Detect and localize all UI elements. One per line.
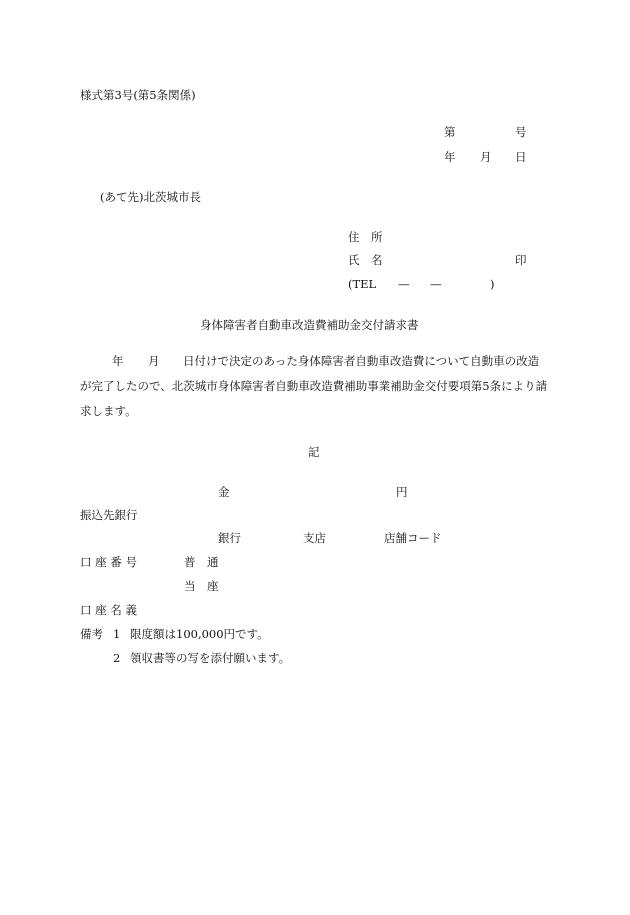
- bank-label: 振込先銀行: [80, 508, 138, 522]
- name-label: 氏 名: [348, 253, 383, 267]
- bank-tenpo-code: 店舗コード: [384, 531, 442, 545]
- header-tsuki: 月: [480, 150, 492, 164]
- tel-dash-1: —: [398, 277, 410, 291]
- header-go: 号: [515, 125, 527, 139]
- body-line-3: 求します。: [80, 404, 137, 418]
- header-dai: 第: [444, 125, 456, 139]
- bank-shiten: 支店: [303, 531, 326, 545]
- body-line-2: が完了したので、北茨城市身体障害者自動車改造費補助事業補助金交付要項第5条により請: [80, 379, 548, 393]
- amount-kin: 金: [218, 485, 230, 499]
- body-nen: 年: [112, 354, 124, 368]
- account-futsu: 普 通: [184, 555, 219, 569]
- body-paragraph: [80, 349, 550, 424]
- amount-yen: 円: [396, 485, 408, 499]
- seal-mark: 印: [515, 253, 527, 267]
- remark-1-text: 限度額は100,000円です。: [130, 627, 269, 641]
- account-toza: 当 座: [184, 579, 219, 593]
- tel-dash-2: —: [430, 277, 442, 291]
- body-tsuki: 月: [148, 354, 160, 368]
- remark-2-text: 領収書等の写を添付願います。: [130, 651, 291, 665]
- remark-1-no: 1: [113, 627, 121, 641]
- bank-ginko: 銀行: [218, 531, 241, 545]
- account-number-label: 口 座 番 号: [80, 555, 137, 569]
- body-line-1: 日付けで決定のあった身体障害者自動車改造費について自動車の改造: [183, 354, 540, 368]
- addressee: (あて先)北茨城市長: [100, 190, 201, 204]
- ki-heading: 記: [308, 445, 320, 459]
- tel-open: (TEL: [348, 277, 377, 291]
- account-name-label: 口 座 名 義: [80, 603, 137, 617]
- remark-2-no: 2: [113, 651, 121, 665]
- remarks-label: 備考: [80, 627, 103, 641]
- header-nen: 年: [444, 150, 456, 164]
- address-label: 住 所: [348, 230, 383, 244]
- tel-close: ): [490, 277, 495, 291]
- document-title: 身体障害者自動車改造費補助金交付請求書: [200, 318, 419, 332]
- form-number: 様式第3号(第5条関係): [80, 88, 196, 102]
- header-hi: 日: [515, 150, 527, 164]
